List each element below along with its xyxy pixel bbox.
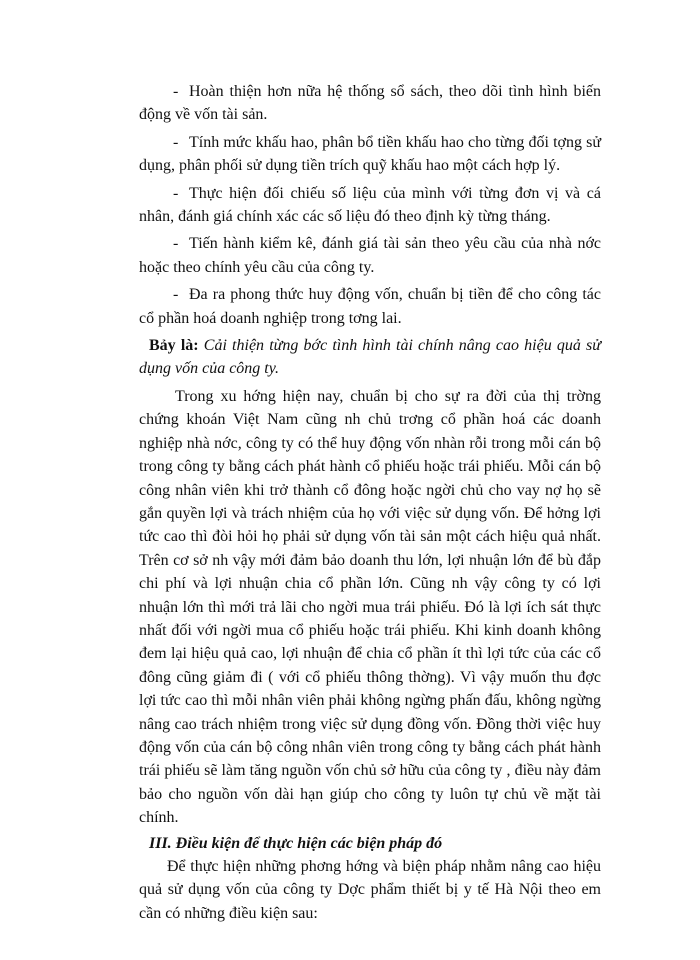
bullet-dash: - [173, 286, 179, 304]
bullet-item [139, 182, 601, 229]
bullet-item [139, 232, 601, 279]
closing-paragraph: Để thực hiện những phơng hớng và biện pháp nhằm nâng cao hiệu quả sử dụng vốn của công ty Dợc phẩm thiết bị y tế Hà Nội theo em cần có những điều kiện sau: [139, 858, 601, 922]
bullet-item [139, 131, 601, 178]
bullet-item [139, 80, 601, 127]
bullet-dash: - [173, 184, 179, 202]
bullet-text: Đa ra phong thức huy động vốn, chuẩn bị tiền để cho công tác cổ phần hoá doanh nghiệp trong tơng lai. [139, 286, 601, 327]
section-heading: III. Điều kiện để thực hiện các biện pháp đó [149, 834, 443, 852]
body-paragraph: Trong xu hớng hiện nay, chuẩn bị cho sự ra đời của thị trờng chứng khoán Việt Nam cũng nh chủ trơng cổ phần hoá các doanh nghiệp nhà nớc, công ty có thể huy động vốn nhàn rỗi trong mỗi cán bộ trong công ty bằng cách phát hành cổ phiếu hoặc trái phiếu. Mỗi cán bộ công nhân viên khi trở thành cổ đông hoặc ngời chủ cho vay nợ họ sẽ gắn quyền lợi và trách nhiệm của họ với việc sử dụng vốn. Để hởng lợi tức cao thì đòi hỏi họ phải sử dụng vốn tài sản một cách hiệu quả nhất. Trên cơ sở nh vậy mới đảm bảo doanh thu lớn, lợi nhuận lớn để bù đắp chi phí và lợi nhuận chia cổ phần lớn. Cũng nh vậy công ty có lợi nhuận lớn thì mới trả lãi cho ngời mua trái phiếu. Đó là lợi ích sát thực nhất đối với ngời mua cổ phiếu hoặc trái phiếu. Khi kinh doanh không đem lại hiệu quả cao, lợi nhuận để chia cổ phần ít thì lợi tức của các cổ đông cũng giảm đi ( với cổ phiếu thông thờng). Vì vậy muốn thu đợc lợi tức cao thì mỗi nhân viên phải không ngừng phấn đấu, không ngừng nâng cao trách nhiệm trong việc sử dụng đồng vốn. Đồng thời việc huy động vốn của cán bộ công nhân viên trong công ty bằng cách phát hành trái phiếu sẽ làm tăng nguồn vốn chủ sở hữu của công ty , điều này đảm bảo cho nguồn vốn dài hạn giúp cho công ty luôn tự chủ về mặt tài chính. [139, 387, 601, 827]
bullet-item [139, 283, 601, 330]
bullet-text: Tính mức khấu hao, phân bổ tiền khấu hao cho từng đối tợng sử dụng, phân phối sử dụng tiền trích quỹ khấu hao một cách hợp lý. [139, 133, 601, 175]
bullet-text: Hoàn thiện hơn nữa hệ thống sổ sách, theo dõi tình hình biến động về vốn tài sản. [139, 83, 601, 124]
solution-seven-label: Bảy là: [149, 337, 199, 355]
bullet-dash: - [173, 83, 179, 100]
bullet-dash: - [173, 133, 179, 151]
solution-seven-heading [139, 334, 601, 381]
bullet-dash: - [173, 235, 179, 253]
bullet-text: Tiến hành kiểm kê, đánh giá tài sản theo yêu cầu của nhà nớc hoặc theo chính yêu cầu của công ty. [139, 235, 601, 276]
solution-seven-title: Cải thiện từng bớc tình hình tài chính nâng cao hiệu quả sử dụng vốn của công ty. [139, 337, 602, 378]
document-body [139, 80, 601, 925]
bullet-text: Thực hiện đối chiếu số liệu của mình với từng đơn vị và cá nhân, đánh giá chính xác các số liệu đó theo định kỳ từng tháng. [139, 184, 601, 226]
